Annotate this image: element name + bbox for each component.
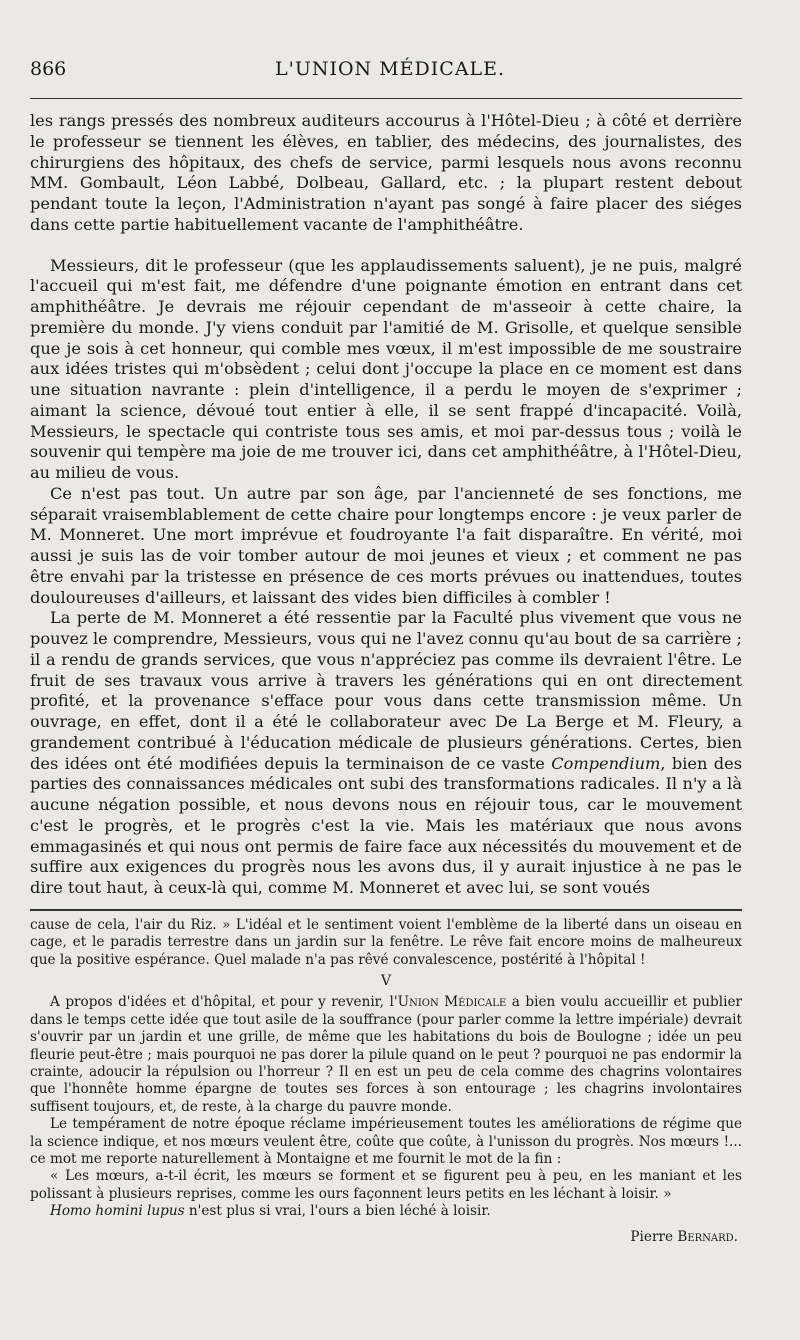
paragraph-text: a bien voulu accueillir et publier dans le temps cette idée que tout asile de la souffrance (pour parler comme la lettre impériale) devrait s'ouvrir par un jardin et une grille, de même que les habitations du bois de Boulogne ; idée un peu fleurie peut-être ; mais pourquoi ne pas dorer la pilule quand on le peut ? pourquoi ne pas endormir la crainte, adoucir la répulsion ou l'horreur ? Il en est un peu de cela comme des chagrins volontaires que l'honnête homme épargne de toutes ses forces à son entourage ; les chagrins involontaires suffisent toujours, et, de reste, à la charge du pauvre monde.	[30, 994, 742, 1115]
author-last-name: Bernard.	[677, 1228, 738, 1245]
journal-name: Union Médicale	[397, 994, 507, 1011]
paragraph-text: , bien des parties des connaissances médicales ont subi des transformations radicales. Il n'y a là aucune négation possible, et nous devons nous en réjouir tous, car le mouvement c'est le progrès, et le progrès c'est la vie. Mais les matériaux que nous avons emmagasinés et qui nous ont permis de faire face aux nécessités du mouvement et de suffire aux exigences du progrès nous les avons dus, il y aurait injustice à ne pas le dire tout haut, à ceux-là qui, comme M. Monneret et avec lui, se sont voués	[30, 753, 743, 897]
paragraph: Messieurs, dit le professeur (que les applaudissements saluent), je ne puis, malgré l'accueil qui m'est fait, me défendre d'une poignante émotion en entrant dans cet amphithéâtre. Je devrais me réjouir cependant de m'asseoir à cette chaire, la première du monde. J'y viens conduit par l'amitié de M. Grisolle, et quelque sensible que je sois à cet honneur, qui comble mes vœux, il m'est impossible de me soustraire aux idées tristes qui m'obsèdent ; celui dont j'occupe la place en ce moment est dans une situation navrante : plein d'intelligence, il a perdu le moyen de s'exprimer ; aimant la science, dévoué tout entier à elle, il se sent frappé d'incapacité. Voilà, Messieurs, le spectacle qui contriste tous ses amis, et moi par-dessus tous ; voilà le souvenir qui tempère ma joie de me trouver ici, dans cet amphithéâtre, à l'Hôtel-Dieu, au milieu de vous.	[30, 255, 742, 482]
paragraph	[30, 994, 742, 1116]
quotation: « Les mœurs, a-t-il écrit, les mœurs se forment et se figurent peu à peu, en les maniant et les polissant à plusieurs reprises, comme les ours façonnent leurs petits en les léchant à loisir. »	[30, 1168, 742, 1202]
author-signature	[30, 1229, 742, 1246]
paragraph-text: La perte de M. Monneret a été ressentie par la Faculté plus vivement que vous ne pouvez le comprendre, Messieurs, vous qui ne l'avez connu qu'au bout de sa carrière ; il a rendu de grands services, que vous n'appréciez pas comme ils devraient l'être. Le fruit de ses travaux vous arrive à travers les générations qui en ont directement profité, et la provenance s'efface pour vous dans cette transmission même. Un ouvrage, en effet, dont il a été le collaborateur avec De La Berge et M. Fleury, a grandement contribué à l'éducation médicale de plusieurs générations. Certes, bien des idées ont été modifiées depuis la terminaison de ce vaste	[30, 608, 742, 773]
paragraph	[30, 1203, 742, 1220]
paragraph: Le tempérament de notre époque réclame impérieusement toutes les améliorations de régime que la science indique, et nos mœurs veulent être, coûte que coûte, à l'unisson du progrès. Nos mœurs !... ce mot me reporte naturellement à Montaigne et me fournit le mot de la fin :	[30, 1116, 742, 1168]
section-divider	[30, 909, 742, 911]
paragraph	[30, 608, 742, 899]
paragraph: les rangs pressés des nombreux auditeurs accourus à l'Hôtel-Dieu ; à côté et derrière le professeur se tiennent les élèves, en tablier, des médecins, des journalistes, des chirurgiens des hôpitaux, des chefs de service, parmi lesquels nous avons reconnu MM. Gombault, Léon Labbé, Dolbeau, Gallard, etc. ; la plupart restent debout pendant toute la leçon, l'Administration n'ayant pas songé à faire placer des siéges dans cette partie habituellement vacante de l'amphithéâtre.	[30, 111, 742, 234]
feuilleton-text	[30, 917, 742, 1246]
paragraph-text: A propos d'idées et d'hôpital, et pour y revenir, l'	[50, 994, 398, 1011]
page-number: 866	[30, 58, 67, 80]
section-number: V	[380, 972, 392, 989]
latin-phrase: Homo homini lupus	[50, 1203, 185, 1220]
main-article-text	[30, 111, 742, 899]
page-header	[30, 58, 742, 99]
running-title: L'UNION MÉDICALE.	[275, 58, 506, 80]
paragraph: Ce n'est pas tout. Un autre par son âge, par l'ancienneté de ses fonctions, me séparait vraisemblablement de cette chaire pour longtemps encore : je veux parler de M. Monneret. Une mort imprévue et foudroyante l'a fait disparaître. En vérité, moi aussi je suis las de voir tomber autour de moi jeunes et vieux ; et comment ne pas être envahi par la tristesse en présence de ces morts prévues ou inattendues, toutes douloureuses d'ailleurs, et laissant des vides bien difficiles à combler !	[30, 483, 742, 607]
author-first-name: Pierre	[630, 1228, 673, 1245]
italic-term: Compendium	[551, 753, 661, 773]
paragraph: cause de cela, l'air du Riz. » L'idéal et le sentiment voient l'emblème de la liberté dans un oiseau en cage, et le paradis terrestre dans un jardin sur la fenêtre. Le rêve fait encore moins de malheureux que la positive espérance. Quel malade n'a pas rêvé convalescence, postérité à l'hôpital !	[30, 916, 742, 968]
paragraph-text: n'est plus si vrai, l'ours a bien léché à loisir.	[184, 1203, 491, 1220]
